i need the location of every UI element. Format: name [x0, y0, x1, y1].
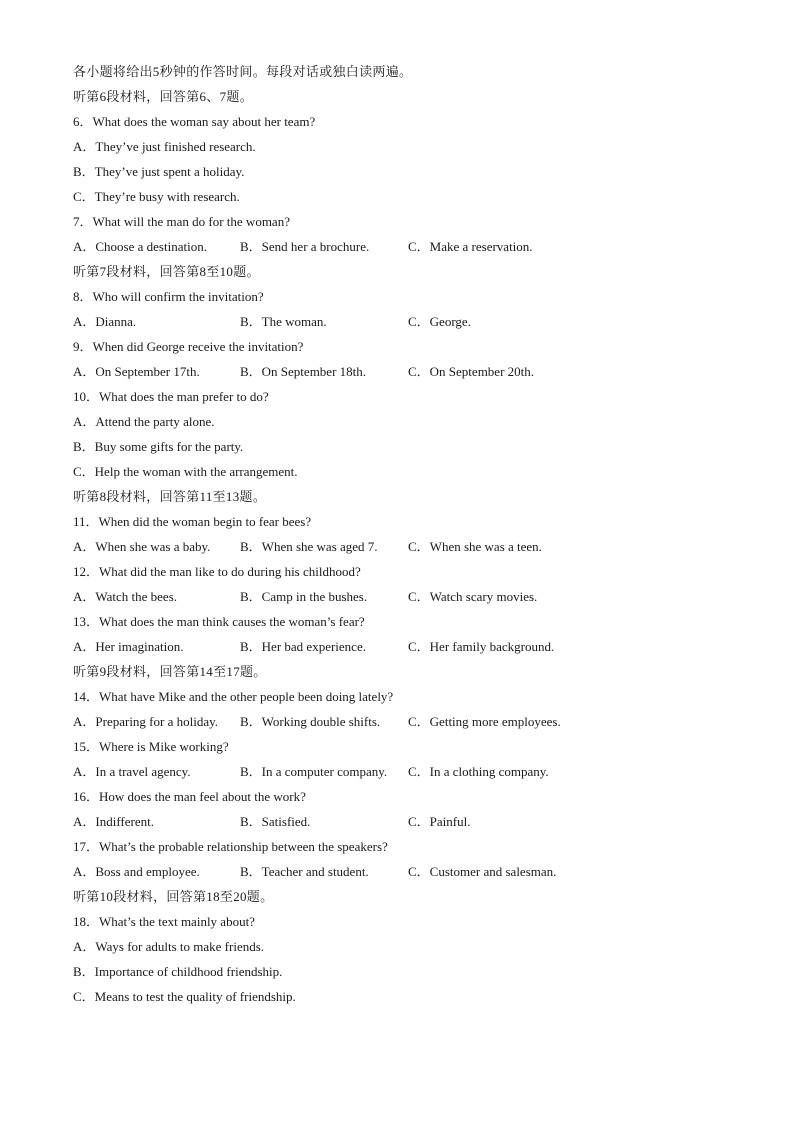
- question-6-stem: 6．What does the woman say about her team?: [73, 114, 316, 129]
- question-18-option-a: A．Ways for adults to make friends.: [73, 939, 265, 954]
- instruction-text: 各小题将给出5秒钟的作答时间。每段对话或独白读两遍。: [73, 64, 413, 79]
- section-heading-8: 听第8段材料，回答第11至13题。: [73, 489, 267, 504]
- question-16-option-b: B．Satisfied.: [240, 814, 311, 829]
- question-12-stem: 12．What did the man like to do during his childhood?: [73, 564, 361, 579]
- question-12-option-b: B．Camp in the bushes.: [240, 589, 368, 604]
- question-10-option-c: C．Help the woman with the arrangement.: [73, 464, 298, 479]
- question-8-option-c: C．George.: [408, 314, 471, 329]
- question-18-stem: 18．What’s the text mainly about?: [73, 914, 255, 929]
- question-9-option-c: C．On September 20th.: [408, 364, 535, 379]
- question-14-option-c: C．Getting more employees.: [408, 714, 561, 729]
- question-12-option-a: A．Watch the bees.: [73, 589, 178, 604]
- question-18-option-c: C．Means to test the quality of friendship.: [73, 989, 296, 1004]
- question-16-option-a: A．Indifferent.: [73, 814, 154, 829]
- question-7-option-b: B．Send her a brochure.: [240, 239, 370, 254]
- question-17-option-a: A．Boss and employee.: [73, 864, 200, 879]
- question-9-option-a: A．On September 17th.: [73, 364, 200, 379]
- question-16-stem: 16．How does the man feel about the work?: [73, 789, 306, 804]
- question-8-option-b: B．The woman.: [240, 314, 327, 329]
- question-13-option-a: A．Her imagination.: [73, 639, 184, 654]
- section-heading-9: 听第9段材料，回答第14至17题。: [73, 664, 267, 679]
- question-14-option-a: A．Preparing for a holiday.: [73, 714, 219, 729]
- question-8-option-a: A．Dianna.: [73, 314, 137, 329]
- question-16-option-c: C．Painful.: [408, 814, 471, 829]
- question-13-option-b: B．Her bad experience.: [240, 639, 366, 654]
- question-11-option-c: C．When she was a teen.: [408, 539, 542, 554]
- question-15-stem: 15．Where is Mike working?: [73, 739, 229, 754]
- question-13-stem: 13．What does the man think causes the woman’s fear?: [73, 614, 365, 629]
- question-6-option-b: B．They’ve just spent a holiday.: [73, 164, 245, 179]
- question-7-option-a: A．Choose a destination.: [73, 239, 207, 254]
- question-13-option-c: C．Her family background.: [408, 639, 555, 654]
- question-6-option-a: A．They’ve just finished research.: [73, 139, 256, 154]
- question-17-option-b: B．Teacher and student.: [240, 864, 369, 879]
- question-14-option-b: B．Working double shifts.: [240, 714, 381, 729]
- question-15-option-a: A．In a travel agency.: [73, 764, 191, 779]
- question-17-option-c: C．Customer and salesman.: [408, 864, 557, 879]
- section-heading-10: 听第10段材料，回答第18至20题。: [73, 889, 274, 904]
- question-7-stem: 7．What will the man do for the woman?: [73, 214, 290, 229]
- question-15-option-c: C．In a clothing company.: [408, 764, 549, 779]
- question-15-option-b: B．In a computer company.: [240, 764, 388, 779]
- question-14-stem: 14．What have Mike and the other people been doing lately?: [73, 689, 394, 704]
- question-18-option-b: B．Importance of childhood friendship.: [73, 964, 283, 979]
- question-6-option-c: C．They’re busy with research.: [73, 189, 240, 204]
- question-10-option-b: B．Buy some gifts for the party.: [73, 439, 244, 454]
- question-11-stem: 11．When did the woman begin to fear bees?: [73, 514, 312, 529]
- section-heading-6: 听第6段材料，回答第6、7题。: [73, 89, 253, 104]
- question-8-stem: 8．Who will confirm the invitation?: [73, 289, 264, 304]
- question-7-option-c: C．Make a reservation.: [408, 239, 533, 254]
- question-11-option-a: A．When she was a baby.: [73, 539, 211, 554]
- question-10-stem: 10．What does the man prefer to do?: [73, 389, 269, 404]
- question-9-option-b: B．On September 18th.: [240, 364, 367, 379]
- question-10-option-a: A．Attend the party alone.: [73, 414, 215, 429]
- question-11-option-b: B．When she was aged 7.: [240, 539, 378, 554]
- question-9-stem: 9．When did George receive the invitation?: [73, 339, 304, 354]
- question-17-stem: 17．What’s the probable relationship between the speakers?: [73, 839, 388, 854]
- question-12-option-c: C．Watch scary movies.: [408, 589, 538, 604]
- section-heading-7: 听第7段材料，回答第8至10题。: [73, 264, 260, 279]
